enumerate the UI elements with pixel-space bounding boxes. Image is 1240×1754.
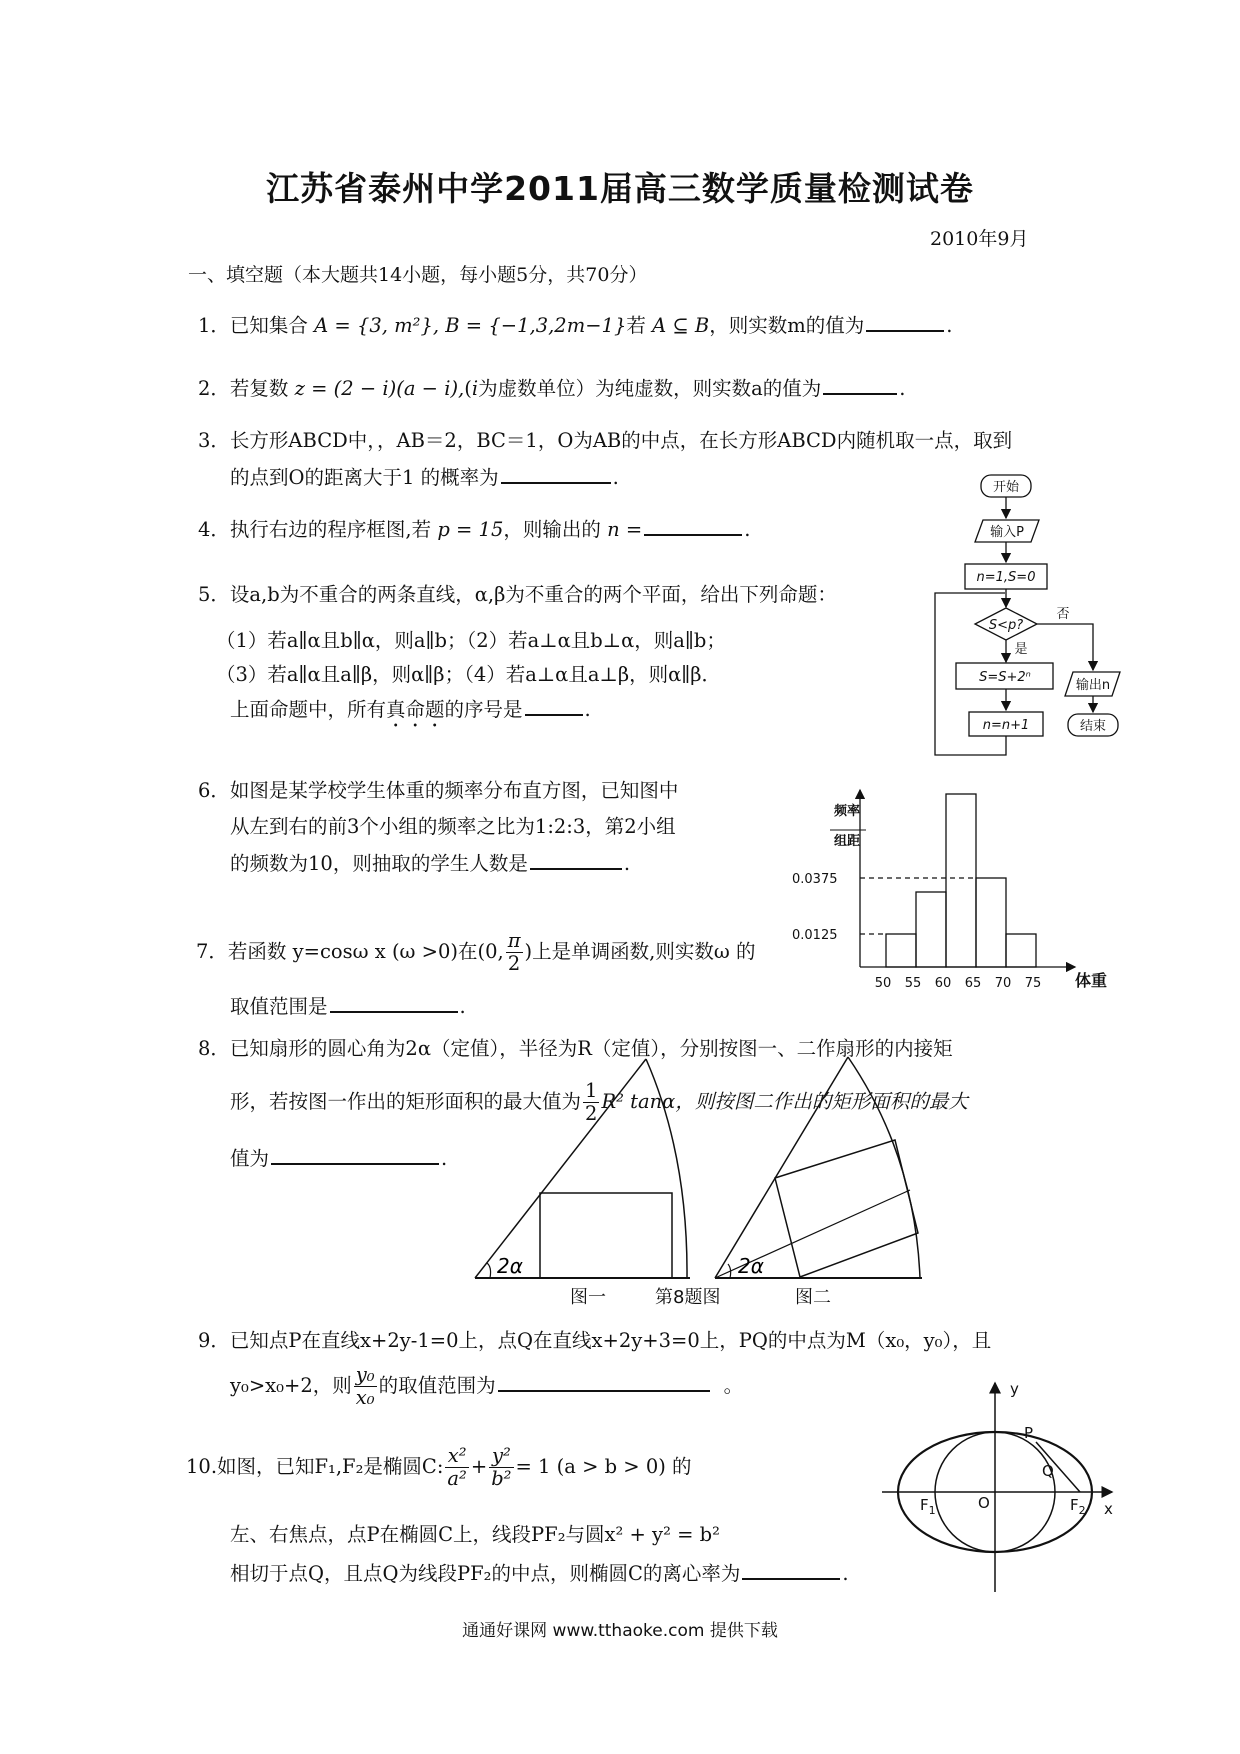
ellipse-figure [880, 1380, 1130, 1595]
flowchart [925, 470, 1140, 775]
svg-text:输出n: 输出n [1075, 678, 1111, 693]
fig2-rectangle [775, 1140, 918, 1277]
fig8-caption-1: 图一 [570, 1287, 606, 1308]
page-title: 江苏省泰州中学2011届高三数学质量检测试卷 [266, 169, 974, 208]
svg-text:y: y [1010, 1380, 1019, 1398]
svg-text:S<p?: S<p? [988, 618, 1024, 633]
question-10-line2: 左、右焦点，点P在椭圆C上，线段PF₂与圆x² + y² = b² [230, 1523, 720, 1546]
fig1-arc [646, 1059, 687, 1278]
fig2-angle-label: 2α [738, 1254, 764, 1278]
answer-blank[interactable] [866, 312, 944, 332]
question-3: 3．长方形ABCD中，，AB＝2，BC＝1，O为AB的中点，在长方形ABCD内随机取一点，取到 的点到O的距离大于1 的概率为 . [198, 429, 1013, 489]
svg-text:体重: 体重 [1075, 971, 1108, 990]
answer-blank[interactable] [330, 993, 458, 1013]
sector-figures [470, 1045, 950, 1325]
svg-text:O: O [978, 1494, 990, 1512]
svg-text:P: P [1024, 1424, 1034, 1442]
svg-text:x: x [1104, 1500, 1113, 1518]
svg-text:否: 否 [1056, 607, 1070, 622]
hist-bar [916, 892, 946, 967]
question-7-line2: 取值范围是 . [230, 995, 466, 1018]
svg-text:开始: 开始 [992, 480, 1020, 495]
svg-text:50: 50 [874, 976, 892, 991]
question-6: 6．如图是某学校学生体重的频率分布直方图，已知图中 从左到右的前3个小组的频率之比为1:2:3，第2小组 的频数为10，则抽取的学生人数是 . [198, 779, 679, 875]
hist-bar [886, 934, 916, 967]
fig1-angle-label: 2α [497, 1254, 523, 1278]
histogram [790, 780, 1120, 1000]
section-heading: 一、填空题（本大题共14小题，每小题5分，共70分） [188, 264, 648, 286]
fig2-arc [848, 1057, 920, 1278]
fig8-caption-3: 图二 [795, 1287, 831, 1308]
answer-blank[interactable] [501, 464, 611, 484]
answer-blank[interactable] [271, 1145, 439, 1165]
question-5: 5．设a,b为不重合的两条直线，α,β为不重合的两个平面，给出下列命题： （1）若a∥α且b∥α，则a∥b；（2）若a⊥α且b⊥α，则a∥b； （3）若a∥α且a∥β，则α∥β；（4）若a⊥α且a⊥β，则α∥β． 上面命题中，所有真命题的序号是 . [198, 583, 837, 721]
svg-text:70: 70 [994, 976, 1012, 991]
answer-blank[interactable] [823, 375, 897, 395]
question-10: 10.如图，已知F₁,F₂是椭圆C: $\frac{\text{x²}}{\text{a²}}$ + $\frac{\text{y²}}{\text{b²}}$ = 1 (a > b > 0) 的 [186, 1444, 692, 1490]
svg-text:0.0375: 0.0375 [792, 872, 838, 887]
exam-date: 2010年9月 [930, 228, 1029, 250]
svg-text:F2: $F_2$ [1070, 1496, 1086, 1517]
question-2: 2．若复数 z = (2 − i)(a − i),(i为虚数单位）为纯虚数，则实数a的值为 . [198, 377, 906, 400]
fig8-caption-2: 第8题图 [655, 1287, 721, 1308]
svg-text:Q: Q [1042, 1462, 1054, 1480]
fig1-rectangle [540, 1193, 672, 1278]
answer-blank[interactable] [742, 1560, 840, 1580]
answer-blank[interactable] [498, 1372, 710, 1392]
question-8: 8．已知扇形的圆心角为2α（定值），半径为R（定值），分别按图一、二作扇形的内接矩 形，若按图一作出的矩形面积的最大值为 $\frac{1}{2}$ R² tanα，则按图二作出的矩形面积的最大 值为 . [198, 1037, 968, 1170]
svg-text:0.0125: 0.0125 [792, 928, 838, 943]
svg-text:结束: 结束 [1079, 719, 1107, 734]
question-10-line3: 相切于点Q，且点Q为线段PF₂的中点，则椭圆C的离心率为 . [230, 1562, 849, 1585]
svg-text:n=n+1: n=n+1 [982, 718, 1030, 733]
svg-text:S=S+2ⁿ: S=S+2ⁿ [979, 670, 1031, 685]
svg-text:60: 60 [934, 976, 952, 991]
svg-text:75: 75 [1024, 976, 1042, 991]
question-1: 1．已知集合 A = {3, m²}, B = {−1,3,2m−1}若 A ⊆ B，则实数m的值为 . [198, 314, 953, 337]
hist-bar [946, 794, 976, 967]
question-7: 7．若函数 y=cosω x (ω >0)在(0, $\frac{\pi}{2}$ )上是单调函数,则实数ω 的 [196, 929, 756, 975]
question-9: 9．已知点P在直线x+2y-1=0上，点Q在直线x+2y+3=0上，PQ的中点为M（x₀，y₀），且 y₀>x₀+2，则 $\frac{\text{y₀}}{\text{x₀}}$ 的取值范围为 。 [198, 1329, 992, 1409]
fig2-radius [715, 1057, 848, 1278]
svg-text:n=1,S=0: n=1,S=0 [976, 570, 1036, 585]
hist-bar [1006, 934, 1036, 967]
svg-text:输入P: 输入P [990, 525, 1024, 540]
answer-blank[interactable] [644, 516, 742, 536]
svg-text:是: 是 [1014, 642, 1028, 657]
svg-text:55: 55 [904, 976, 922, 991]
fig1-radius [475, 1059, 646, 1278]
footer-credit: 通通好课网 www.tthaoke.com 提供下载 [462, 1621, 778, 1641]
svg-text:65: 65 [964, 976, 982, 991]
hist-bar [976, 878, 1006, 967]
question-4: 4．执行右边的程序框图,若 p = 15，则输出的 n = . [198, 518, 751, 541]
answer-blank[interactable] [525, 696, 583, 716]
svg-text:频率: 频率 [834, 804, 861, 819]
answer-blank[interactable] [530, 850, 622, 870]
svg-text:F1: $F_1$ [920, 1496, 936, 1517]
svg-text:组距: 组距 [834, 834, 861, 849]
